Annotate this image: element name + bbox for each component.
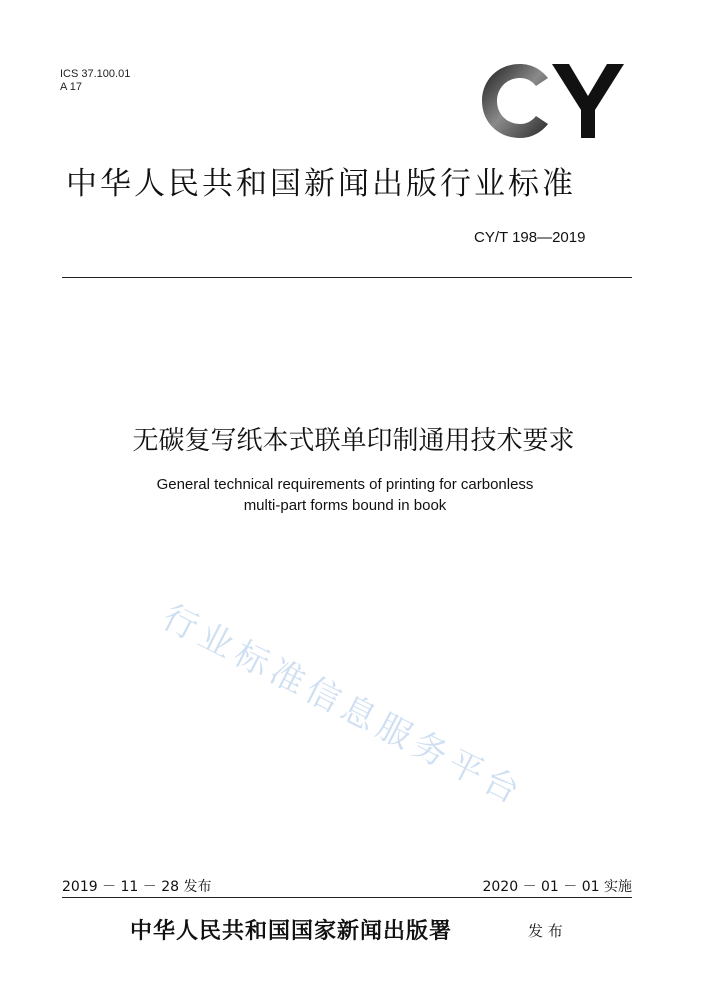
publish-label: 发 布	[528, 922, 563, 940]
header-divider	[62, 277, 632, 278]
watermark: 行业标准信息服务平台	[156, 597, 531, 815]
standard-code: CY/T 198—2019	[474, 229, 586, 246]
document-title-en-line2: multi-part forms bound in book	[243, 497, 447, 514]
document-title-cn: 无碳复写纸本式联单印制通用技术要求	[132, 426, 575, 456]
ccs-code: A 17	[60, 81, 83, 93]
logo-letter-c	[482, 64, 548, 138]
publisher-name: 中华人民共和国国家新闻出版署	[130, 918, 453, 944]
document-title-en	[0, 474, 690, 516]
logo-letter-y	[552, 64, 624, 138]
footer-divider	[62, 897, 632, 898]
standard-title: 中华人民共和国新闻出版行业标准	[66, 166, 576, 202]
ics-code: ICS 37.100.01	[60, 68, 131, 80]
cy-logo	[478, 60, 628, 142]
document-title-en-line1: General technical requirements of printing for carbonless	[156, 476, 534, 493]
issue-date: 2019 － 11 － 28 发布	[62, 879, 212, 895]
implementation-date: 2020 － 01 － 01 实施	[482, 879, 632, 895]
classification-codes	[60, 68, 130, 94]
